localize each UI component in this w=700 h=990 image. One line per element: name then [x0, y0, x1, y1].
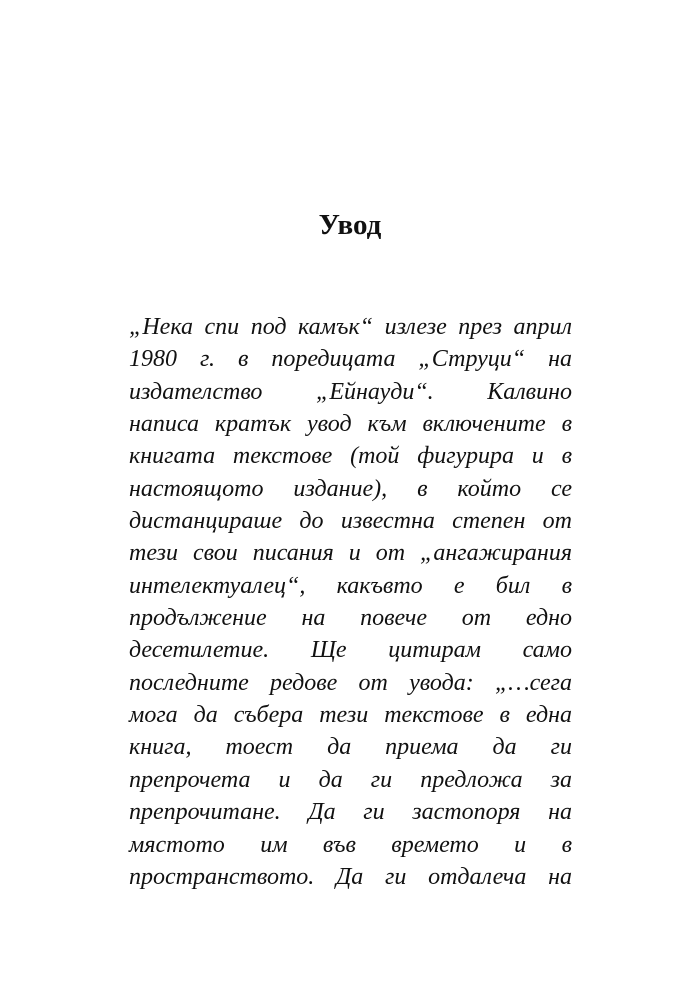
- chapter-title: Увод: [318, 209, 382, 241]
- text-line: книгата текстове (той фигурира и в: [129, 443, 572, 470]
- text-line: 1980 г. в поредицата „Струци“ на: [129, 346, 572, 373]
- text-line: интелектуалец“, какъвто е бил в: [129, 572, 572, 599]
- text-line: пространството. Да ги отдалеча на: [129, 863, 572, 890]
- text-line: десетилетие. Ще цитирам само: [129, 637, 572, 664]
- text-line: книга, тоест да приема да ги: [129, 734, 572, 761]
- text-line: последните редове от увода: „…сега: [129, 669, 572, 696]
- text-line: настоящото издание), в който се: [129, 475, 572, 502]
- body-paragraph: [129, 311, 572, 893]
- text-line: тези свои писания и от „ангажирания: [129, 540, 572, 567]
- text-line: дистанцираше до известна степен от: [129, 508, 572, 535]
- text-line: написа кратък увод към включените в: [129, 411, 572, 438]
- text-line: продължение на повече от едно: [129, 605, 572, 632]
- text-line: „Нека спи под камък“ излезе през април: [129, 314, 572, 340]
- text-line: мястото им във времето и в: [129, 831, 572, 858]
- text-line: препрочета и да ги предложа за: [129, 766, 572, 793]
- text-line: препрочитане. Да ги застопоря на: [129, 799, 572, 826]
- text-line: издателство „Ейнауди“. Калвино: [129, 378, 572, 405]
- text-line: мога да събера тези текстове в една: [129, 702, 572, 729]
